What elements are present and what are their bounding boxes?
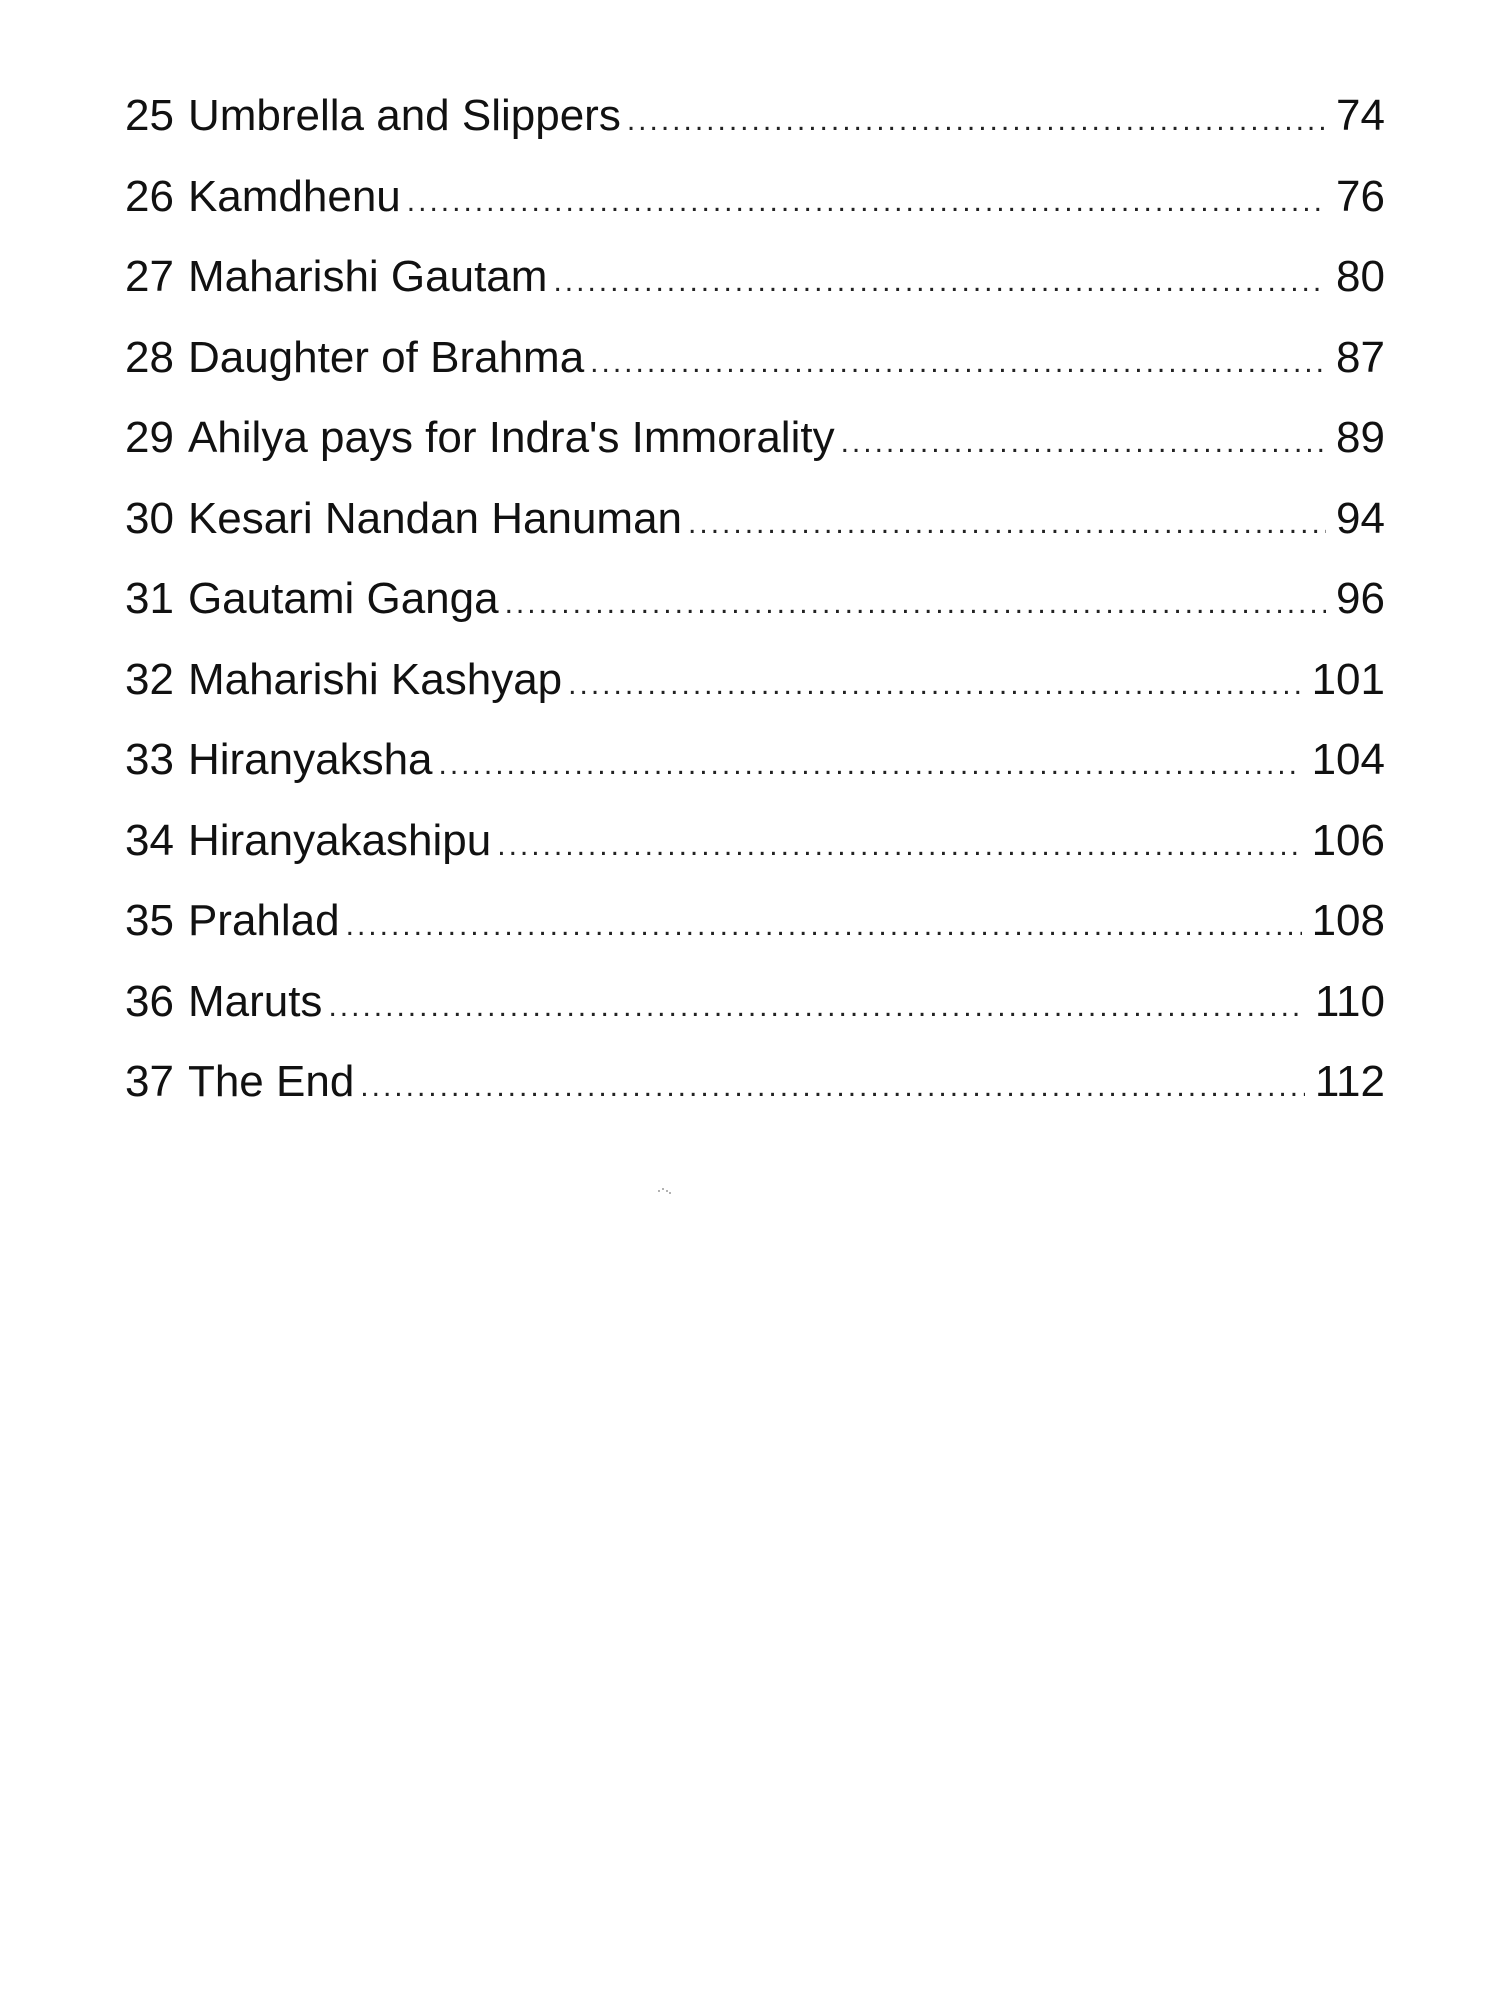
dot-leader (407, 162, 1326, 243)
chapter-title: Kesari Nandan Hanuman (187, 493, 683, 543)
page-number: 96 (1336, 574, 1385, 623)
page-number: 106 (1311, 815, 1385, 865)
dot-leader (439, 725, 1302, 806)
chapter-number: 37 (125, 1057, 174, 1106)
chapter-number: 36 (125, 976, 174, 1026)
toc-entry (125, 237, 1385, 318)
page-number: 101 (1311, 654, 1385, 704)
chapter-number: 26 (125, 171, 174, 221)
chapter-number: 34 (125, 815, 174, 865)
toc-entry (125, 962, 1385, 1043)
chapter-number: 31 (125, 574, 174, 623)
dot-leader (688, 484, 1326, 565)
page-number: 110 (1314, 976, 1385, 1026)
page-number: 108 (1311, 896, 1385, 945)
chapter-title: Daughter of Brahma (187, 332, 585, 382)
chapter-number: 25 (125, 91, 174, 140)
chapter-title: Ahilya pays for Indra's Immorality (187, 413, 835, 462)
toc-entry (125, 720, 1385, 801)
chapter-title: The End (187, 1057, 355, 1106)
scan-speck (658, 1188, 672, 1194)
dot-leader (346, 886, 1302, 967)
dot-leader (497, 806, 1301, 887)
dot-leader (590, 323, 1326, 404)
page-number: 89 (1336, 413, 1385, 462)
dot-leader (627, 81, 1326, 162)
chapter-title: Hiranyaksha (187, 735, 433, 784)
toc-entry (125, 1042, 1385, 1123)
dot-leader (328, 967, 1304, 1048)
chapter-number: 35 (125, 896, 174, 945)
toc-entry (125, 479, 1385, 560)
page-number: 74 (1336, 91, 1385, 140)
chapter-title: Umbrella and Slippers (187, 91, 621, 140)
chapter-number: 30 (125, 493, 174, 543)
toc-entry (125, 398, 1385, 479)
chapter-number: 27 (125, 252, 174, 301)
dot-leader (841, 403, 1326, 484)
chapter-number: 28 (125, 332, 174, 382)
page-number: 80 (1336, 252, 1385, 301)
chapter-title: Maruts (187, 976, 323, 1026)
chapter-title: Kamdhenu (187, 171, 401, 221)
chapter-title: Hiranyakashipu (187, 815, 492, 865)
chapter-number: 29 (125, 413, 174, 462)
chapter-title: Maharishi Kashyap (187, 654, 563, 704)
page-number: 94 (1336, 493, 1385, 543)
toc-entry (125, 640, 1385, 721)
toc-entry (125, 318, 1385, 399)
toc-entry (125, 881, 1385, 962)
toc-entry (125, 559, 1385, 640)
page-number: 104 (1311, 735, 1385, 784)
chapter-title: Maharishi Gautam (187, 252, 548, 301)
chapter-title: Gautami Ganga (187, 574, 499, 623)
page-number: 87 (1336, 332, 1385, 382)
chapter-number: 32 (125, 654, 174, 704)
page-number: 76 (1336, 171, 1385, 221)
chapter-title: Prahlad (187, 896, 340, 945)
toc-entry (125, 801, 1385, 882)
toc-entry (125, 157, 1385, 238)
toc-entry (125, 76, 1385, 157)
table-of-contents (125, 76, 1385, 1123)
chapter-number: 33 (125, 735, 174, 784)
dot-leader (568, 645, 1301, 726)
page-number: 112 (1314, 1057, 1385, 1106)
dot-leader (360, 1047, 1305, 1128)
dot-leader (505, 564, 1326, 645)
dot-leader (553, 242, 1326, 323)
